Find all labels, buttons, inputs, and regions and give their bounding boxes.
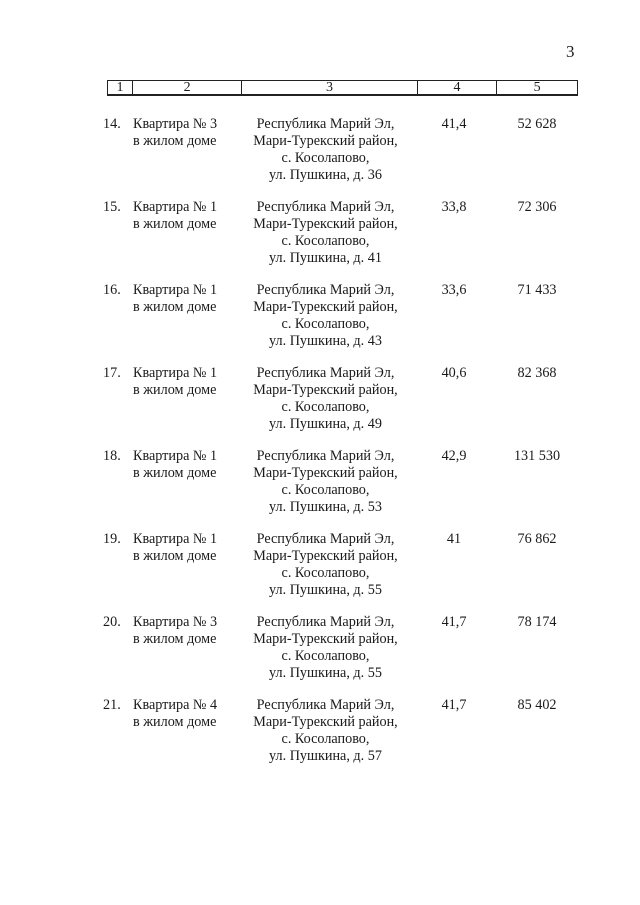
property-price: 78 174: [517, 614, 557, 630]
address-line: с. Косолапово,: [281, 233, 370, 249]
address-line: Республика Марий Эл,: [256, 282, 395, 298]
table-row: [103, 365, 583, 448]
address-line: ул. Пушкина, д. 49: [269, 416, 382, 432]
table-header: [107, 80, 578, 96]
property-name-line: Квартира № 3: [133, 614, 218, 630]
table-row: [103, 697, 583, 780]
property-name-line: Квартира № 1: [133, 448, 218, 464]
address-line: ул. Пушкина, д. 55: [269, 665, 382, 681]
row-number: 21.: [103, 697, 121, 713]
property-address: [243, 614, 408, 682]
property-address: [243, 448, 408, 516]
property-name-line: Квартира № 1: [133, 199, 218, 215]
property-name-line: в жилом доме: [133, 299, 217, 315]
header-col-5: 5: [533, 80, 541, 95]
property-name: [133, 614, 233, 648]
property-address: [243, 365, 408, 433]
property-area: 41,4: [441, 116, 467, 132]
property-area: 42,9: [441, 448, 467, 464]
address-line: ул. Пушкина, д. 41: [269, 250, 382, 266]
address-line: Республика Марий Эл,: [256, 365, 395, 381]
property-name-line: в жилом доме: [133, 216, 217, 232]
property-price: 76 862: [517, 531, 557, 547]
address-line: Республика Марий Эл,: [256, 199, 395, 215]
property-address: [243, 116, 408, 184]
address-line: с. Косолапово,: [281, 482, 370, 498]
row-number: 18.: [103, 448, 121, 464]
property-name: [133, 282, 233, 316]
property-name-line: Квартира № 1: [133, 282, 218, 298]
property-price: 82 368: [517, 365, 557, 381]
address-line: ул. Пушкина, д. 57: [269, 748, 382, 764]
address-line: ул. Пушкина, д. 53: [269, 499, 382, 515]
address-line: Мари-Турекский район,: [253, 714, 398, 730]
property-name-line: Квартира № 1: [133, 365, 218, 381]
table-row: [103, 199, 583, 282]
property-price: 71 433: [517, 282, 557, 298]
address-line: Мари-Турекский район,: [253, 465, 398, 481]
address-line: Республика Марий Эл,: [256, 531, 395, 547]
address-line: Республика Марий Эл,: [256, 697, 395, 713]
property-price: 131 530: [513, 448, 561, 464]
address-line: с. Косолапово,: [281, 565, 370, 581]
property-name-line: в жилом доме: [133, 133, 217, 149]
address-line: Мари-Турекский район,: [253, 216, 398, 232]
property-address: [243, 697, 408, 765]
header-col-1: 1: [108, 81, 133, 94]
address-line: с. Косолапово,: [281, 399, 370, 415]
header-col-4: 4: [418, 81, 498, 94]
address-line: ул. Пушкина, д. 55: [269, 582, 382, 598]
property-name-line: в жилом доме: [133, 548, 217, 564]
property-address: [243, 282, 408, 350]
address-line: Мари-Турекский район,: [253, 382, 398, 398]
property-area: 41,7: [441, 697, 467, 713]
property-area: 33,6: [441, 282, 467, 298]
address-line: с. Косолапово,: [281, 150, 370, 166]
property-name-line: в жилом доме: [133, 714, 217, 730]
property-name: [133, 448, 233, 482]
table-row: [103, 531, 583, 614]
property-name: [133, 116, 233, 150]
row-number: 17.: [103, 365, 121, 381]
property-name: [133, 697, 233, 731]
row-number: 16.: [103, 282, 121, 298]
property-address: [243, 199, 408, 267]
property-name-line: в жилом доме: [133, 382, 217, 398]
property-price: 72 306: [517, 199, 557, 215]
property-area: 40,6: [441, 365, 467, 381]
property-name-line: Квартира № 4: [133, 697, 218, 713]
property-area: 33,8: [441, 199, 467, 215]
table-row: [103, 282, 583, 365]
property-area: 41: [446, 531, 462, 547]
address-line: Республика Марий Эл,: [256, 614, 395, 630]
property-area: 41,7: [441, 614, 467, 630]
property-name-line: в жилом доме: [133, 465, 217, 481]
address-line: с. Косолапово,: [281, 731, 370, 747]
address-line: Мари-Турекский район,: [253, 548, 398, 564]
property-name: [133, 199, 233, 233]
address-line: ул. Пушкина, д. 36: [269, 167, 382, 183]
address-line: с. Косолапово,: [281, 316, 370, 332]
address-line: Мари-Турекский район,: [253, 133, 398, 149]
address-line: Республика Марий Эл,: [256, 116, 395, 132]
address-line: Мари-Турекский район,: [253, 299, 398, 315]
property-address: [243, 531, 408, 599]
row-number: 20.: [103, 614, 121, 630]
property-name: [133, 531, 233, 565]
address-line: с. Косолапово,: [281, 648, 370, 664]
address-line: ул. Пушкина, д. 43: [269, 333, 382, 349]
header-col-3: 3: [242, 81, 417, 94]
property-price: 85 402: [517, 697, 557, 713]
property-name-line: Квартира № 3: [133, 116, 218, 132]
row-number: 19.: [103, 531, 121, 547]
property-name-line: Квартира № 1: [133, 531, 218, 547]
property-name-line: в жилом доме: [133, 631, 217, 647]
address-line: Мари-Турекский район,: [253, 631, 398, 647]
property-price: 52 628: [517, 116, 557, 132]
address-line: Республика Марий Эл,: [256, 448, 395, 464]
row-number: 14.: [103, 116, 121, 132]
table-row: [103, 448, 583, 531]
property-name: [133, 365, 233, 399]
table-row: [103, 614, 583, 697]
row-number: 15.: [103, 199, 121, 215]
page-number: 3: [566, 42, 575, 61]
table-row: [103, 116, 583, 199]
header-col-2: 2: [133, 81, 243, 94]
